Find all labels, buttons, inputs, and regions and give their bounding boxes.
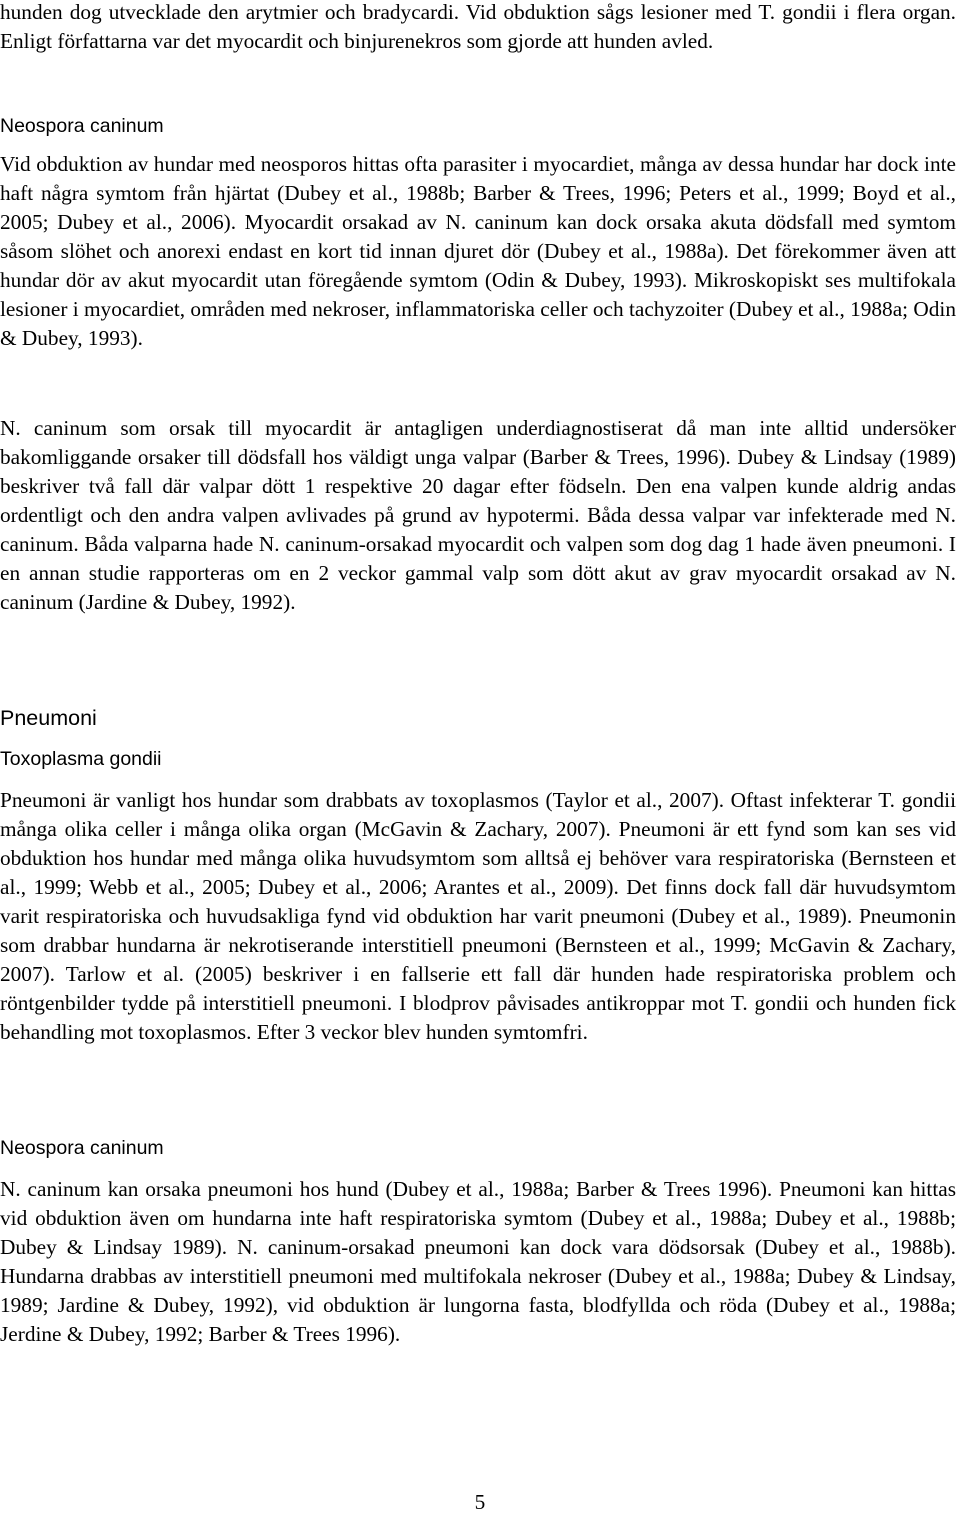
paragraph-neospora-pneumoni: N. caninum kan orsaka pneumoni hos hund (Dubey et al., 1988a; Barber & Trees 1996). Pneumoni kan hittas vid obduktion även om hundarna inte haft respiratoriska symtom (Dubey et al., 1988a; Dubey et al., 1988b; Dubey & Lindsay 1989). N. caninum-orsakad pneumoni kan dock vara dödsorsak (Dubey et al., 1988b). Hundarna drabbas av interstitiell pneumoni med multifokala nekroser (Dubey et al., 1988a; Dubey & Lindsay, 1989; Jardine & Dubey, 1992), vid obduktion är lungorna fasta, blodfyllda och röda (Dubey et al., 1988a; Jerdine & Dubey, 1992; Barber & Trees 1996). — [0, 1177, 956, 1346]
paragraph-neospora-myocardit-1: Vid obduktion av hundar med neosporos hittas ofta parasiter i myocardiet, många av dessa hundar har dock inte haft några symtom från hjärtat (Dubey et al., 1988b; Barber & Trees, 1996; Peters et al., 1999; Boyd et al., 2005; Dubey et al., 2006). Myocardit orsakad av N. caninum kan dock orsaka akuta dödsfall med symtom såsom slöhet och anorexi endast en kort tid innan djuret dör (Dubey et al., 1988a). Det förekommer även att hundar dör av akut myocardit utan föregående symtom (Odin & Dubey, 1993). Mikroskopiskt ses multifokala lesioner i myocardiet, områden med nekroser, inflammatoriska celler och tachyzoiter (Dubey et al., 1988a; Odin & Dubey, 1993). — [0, 152, 956, 350]
page-number: 5 — [474, 1490, 486, 1514]
subheading-neospora-myocardit: Neospora caninum — [0, 115, 164, 137]
top-paragraph: hunden dog utvecklade den arytmier och bradycardi. Vid obduktion sågs lesioner med T. gondii i flera organ. Enligt författarna var det myocardit och binjurenekros som gjorde att hunden avled. — [0, 0, 956, 53]
paragraph-toxoplasma-pneumoni: Pneumoni är vanligt hos hundar som drabbats av toxoplasmos (Taylor et al., 2007). Oftast infekterar T. gondii många olika celler i många olika organ (McGavin & Zachary, 2007). Pneumoni är ett fynd som kan ses vid obduktion hos hundar med många olika huvudsymtom som alltså ej behöver vara respiratoriska (Bernsteen et al., 1999; Webb et al., 2005; Dubey et al., 2006; Arantes et al., 2009). Det finns dock fall där huvudsymtom varit respiratoriska och huvudsakliga fynd vid obduktion har varit pneumoni (Dubey et al., 1989). Pneumonin som drabbar hundarna är nekrotiserande interstitiell pneumoni (Bernsteen et al., 1999; McGavin & Zachary, 2007). Tarlow et al. (2005) beskriver i en fallserie ett fall där hunden hade respiratoriska problem och röntgenbilder tydde på interstitiell pneumoni. I blodprov påvisades antikroppar mot T. gondii och hunden fick behandling mot toxoplasmos. Efter 3 veckor blev hunden symtomfri. — [0, 788, 956, 1044]
section-heading-pneumoni: Pneumoni — [0, 706, 97, 730]
subheading-toxoplasma-gondii: Toxoplasma gondii — [0, 748, 162, 770]
paragraph-neospora-myocardit-2: N. caninum som orsak till myocardit är antagligen underdiagnostiserat då man inte alltid undersöker bakomliggande orsaker till dödsfall hos väldigt unga valpar (Barber & Trees, 1996). Dubey & Lindsay (1989) beskriver två fall där valpar dött 1 respektive 20 dagar efter födseln. Den ena valpen kunde aldrig andas ordentligt och den andra valpen avlivades på grund av hypotermi. Båda dessa valpar var infekterade med N. caninum. Båda valparna hade N. caninum-orsakad myocardit och valpen som dog dag 1 hade även pneumoni. I en annan studie rapporteras om en 2 veckor gammal valp som dött akut av grav myocardit orsakad av N. caninum (Jardine & Dubey, 1992). — [0, 416, 956, 614]
subheading-neospora-pneumoni: Neospora caninum — [0, 1137, 164, 1159]
